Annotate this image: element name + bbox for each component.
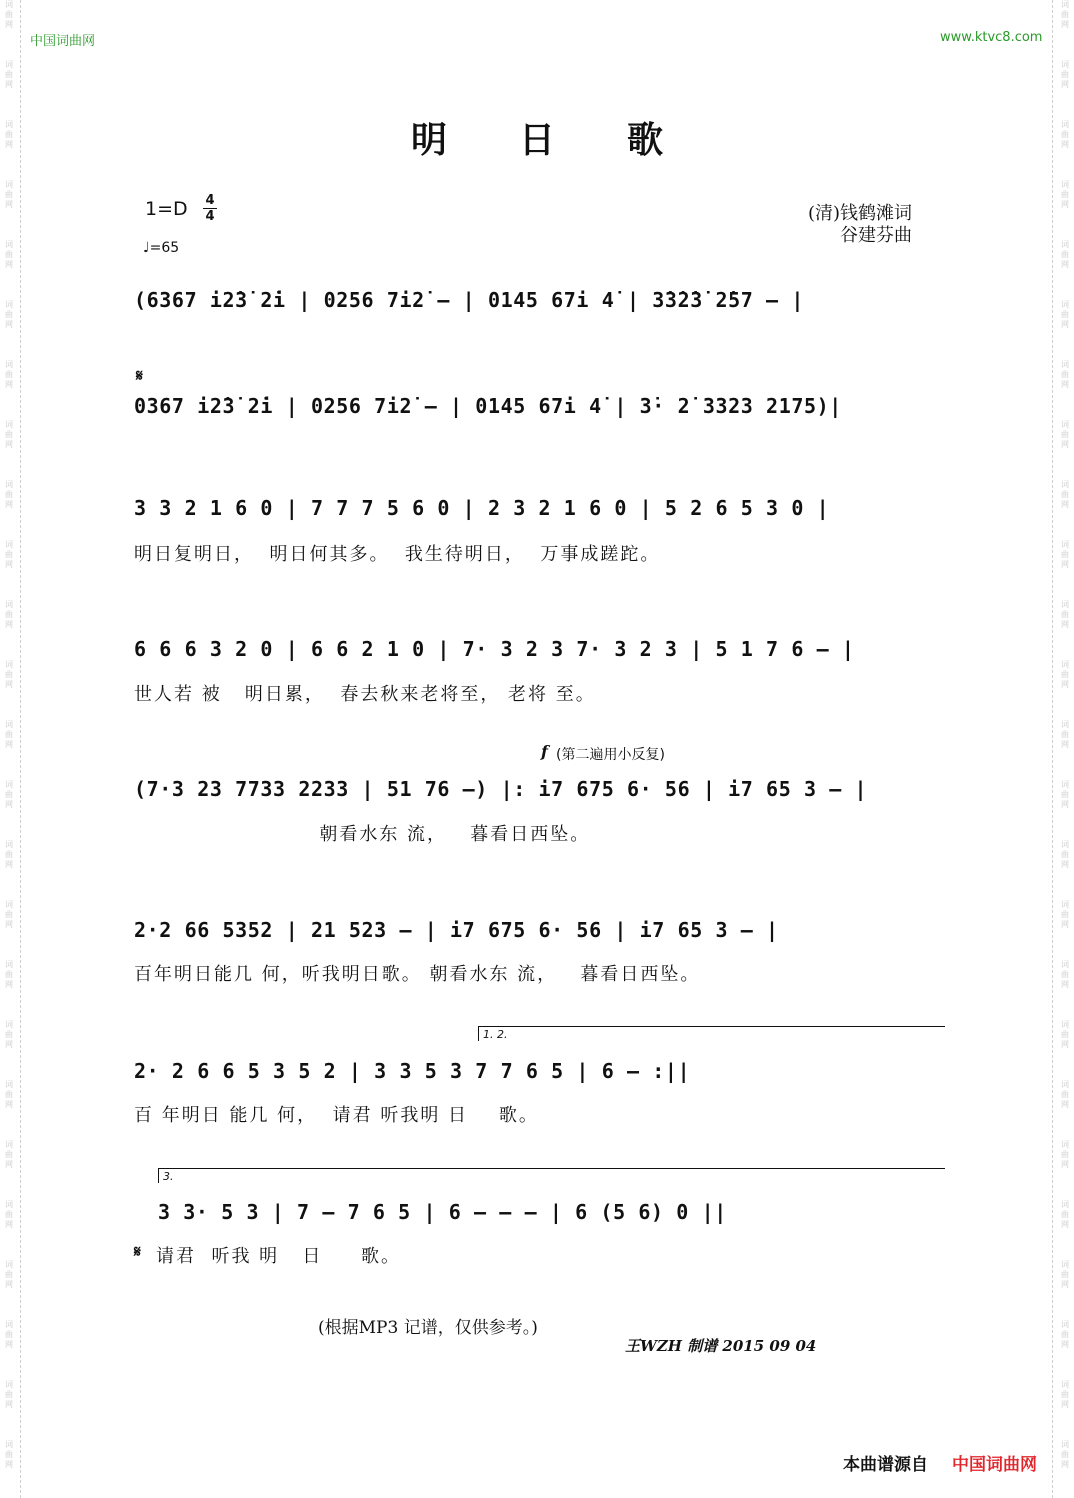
- score-line-3-notes: 3 3 2 1 6 0 | 7 7 7 5 6 0 | 2 3 2 1 6 0 | 5 2 6 5 3 0 |: [134, 496, 830, 520]
- watermark-text: 词 曲 网: [5, 1440, 13, 1469]
- watermark-text: 词 曲 网: [5, 840, 13, 869]
- watermark-text: 词 曲 网: [1061, 360, 1069, 389]
- watermark-text: 词 曲 网: [1061, 720, 1069, 749]
- watermark-text: 词 曲 网: [5, 120, 13, 149]
- score-line-7-lyrics: 百 年明日 能几 何， 请君 听我明 日 歌。: [134, 1105, 539, 1126]
- tempo-marking: ♩=65: [143, 240, 180, 256]
- watermark-text: 词 曲 网: [1061, 1380, 1069, 1409]
- watermark-left: [2, 0, 16, 1498]
- watermark-text: 词 曲 网: [1061, 60, 1069, 89]
- watermark-text: 词 曲 网: [5, 1020, 13, 1049]
- lyricist: (清)钱鹤滩词: [807, 203, 912, 224]
- watermark-text: 词 曲 网: [5, 1080, 13, 1109]
- watermark-text: 词 曲 网: [1061, 1080, 1069, 1109]
- score-line-6-lyrics: 百年明日能几 何，听我明日歌。 朝看水东 流， 暮看日西坠。: [134, 964, 701, 985]
- watermark-text: 词 曲 网: [5, 180, 13, 209]
- watermark-text: 词 曲 网: [5, 1140, 13, 1169]
- watermark-text: 词 曲 网: [5, 720, 13, 749]
- dynamic-forte: f: [541, 742, 548, 761]
- watermark-text: 词 曲 网: [1061, 1260, 1069, 1289]
- watermark-text: 词 曲 网: [5, 780, 13, 809]
- volta-3: 3.: [158, 1168, 945, 1183]
- credits: [790, 203, 912, 247]
- segno-sign: 𝄋: [136, 366, 143, 385]
- watermark-text: 词 曲 网: [1061, 600, 1069, 629]
- watermark-text: 词 曲 网: [5, 360, 13, 389]
- time-top: 4: [205, 193, 215, 208]
- watermark-text: 词 曲 网: [1061, 0, 1069, 29]
- watermark-text: 词 曲 网: [1061, 780, 1069, 809]
- watermark-text: 词 曲 网: [1061, 420, 1069, 449]
- score-line-2-notes: 0367 i2̇3̇ 2̇i | 0256 7i2̇ – | 0145 67i 4̇ | 3̇· 2̇ 3323 2175)|: [134, 394, 842, 418]
- watermark-text: 词 曲 网: [1061, 1440, 1069, 1469]
- watermark-text: 词 曲 网: [5, 300, 13, 329]
- watermark-text: 词 曲 网: [5, 1200, 13, 1229]
- watermark-text: 词 曲 网: [1061, 1140, 1069, 1169]
- watermark-text: 词 曲 网: [5, 420, 13, 449]
- watermark-text: 词 曲 网: [5, 240, 13, 269]
- watermark-text: 词 曲 网: [5, 660, 13, 689]
- score-line-5-notes: (7·3 23 7733 2233 | 51 76 –) |: i7 675 6· 56 | i7 65 3 – |: [134, 777, 868, 801]
- watermark-text: 词 曲 网: [5, 0, 13, 29]
- score-line-4-notes: 6 6 6 3 2 0 | 6 6 2 1 0 | 7· 3 2 3 7· 3 2 3 | 5 1 7 6 – |: [134, 637, 855, 661]
- watermark-text: 词 曲 网: [1061, 900, 1069, 929]
- right-margin-line: [1052, 0, 1053, 1498]
- score-line-1-notes: (6367 i2̇3̇ 2̇i | 0256 7i2̇ – | 0145 67i 4̇ | 3̇3̇2̇3̇ 2̇57 – |: [134, 288, 804, 312]
- transcriber-credit: 王WZH 制谱 2015 09 04: [625, 1337, 817, 1355]
- watermark-text: 词 曲 网: [5, 540, 13, 569]
- key-signature: 1=D: [145, 198, 188, 220]
- composer: 谷建芬曲: [840, 225, 912, 246]
- repeat-instruction: (第二遍用小反复): [556, 747, 665, 763]
- watermark-text: 词 曲 网: [1061, 1320, 1069, 1349]
- watermark-text: 词 曲 网: [5, 600, 13, 629]
- site-name-link[interactable]: 中国词曲网: [30, 34, 96, 49]
- site-url-link[interactable]: www.ktvc8.com: [940, 30, 1043, 45]
- time-bottom: 4: [205, 209, 215, 224]
- volta-1-2: 1. 2.: [478, 1026, 945, 1041]
- source-label: 本曲谱源自: [843, 1455, 928, 1475]
- time-signature: [203, 194, 217, 223]
- watermark-text: 词 曲 网: [1061, 960, 1069, 989]
- watermark-text: 词 曲 网: [5, 1260, 13, 1289]
- watermark-text: 词 曲 网: [5, 1380, 13, 1409]
- watermark-text: 词 曲 网: [5, 1320, 13, 1349]
- watermark-text: 词 曲 网: [1061, 180, 1069, 209]
- transcription-note: (根据MP3 记谱，仅供参考。): [318, 1318, 538, 1338]
- watermark-text: 词 曲 网: [1061, 480, 1069, 509]
- watermark-text: 词 曲 网: [1061, 660, 1069, 689]
- watermark-text: 词 曲 网: [1061, 1020, 1069, 1049]
- segno-sign-2: 𝄋: [134, 1242, 141, 1261]
- score-line-8-lyrics: 请君 听我 明 日 歌。: [156, 1246, 401, 1267]
- score-line-4-lyrics: 世人若 被 明日累， 春去秋来老将至， 老将 至。: [134, 684, 596, 705]
- score-line-6-notes: 2·2 66 5352 | 21 523 – | i7 675 6· 56 | i7 65 3 – |: [134, 918, 779, 942]
- watermark-text: 词 曲 网: [5, 480, 13, 509]
- watermark-right: [1058, 0, 1072, 1498]
- score-line-5-lyrics: 朝看水东 流， 暮看日西坠。: [134, 824, 591, 845]
- watermark-text: 词 曲 网: [1061, 120, 1069, 149]
- score-line-3-lyrics: 明日复明日， 明日何其多。 我生待明日， 万事成蹉跎。: [134, 544, 661, 565]
- score-line-7-notes: 2· 2 6 6 5 3 5 2 | 3 3 5 3 7 7 6 5 | 6 – :||: [134, 1059, 691, 1083]
- watermark-text: 词 曲 网: [5, 900, 13, 929]
- source-site-link[interactable]: 中国词曲网: [952, 1455, 1037, 1475]
- watermark-text: 词 曲 网: [1061, 1200, 1069, 1229]
- watermark-text: 词 曲 网: [1061, 540, 1069, 569]
- left-margin-line: [20, 0, 21, 1498]
- watermark-text: 词 曲 网: [1061, 300, 1069, 329]
- watermark-text: 词 曲 网: [1061, 840, 1069, 869]
- watermark-text: 词 曲 网: [5, 60, 13, 89]
- watermark-text: 词 曲 网: [1061, 240, 1069, 269]
- score-line-8-notes: 3 3· 5 3 | 7 – 7 6 5 | 6 – – – | 6 (5 6) 0 ||: [158, 1200, 727, 1224]
- song-title: 明日歌: [410, 119, 735, 161]
- watermark-text: 词 曲 网: [5, 960, 13, 989]
